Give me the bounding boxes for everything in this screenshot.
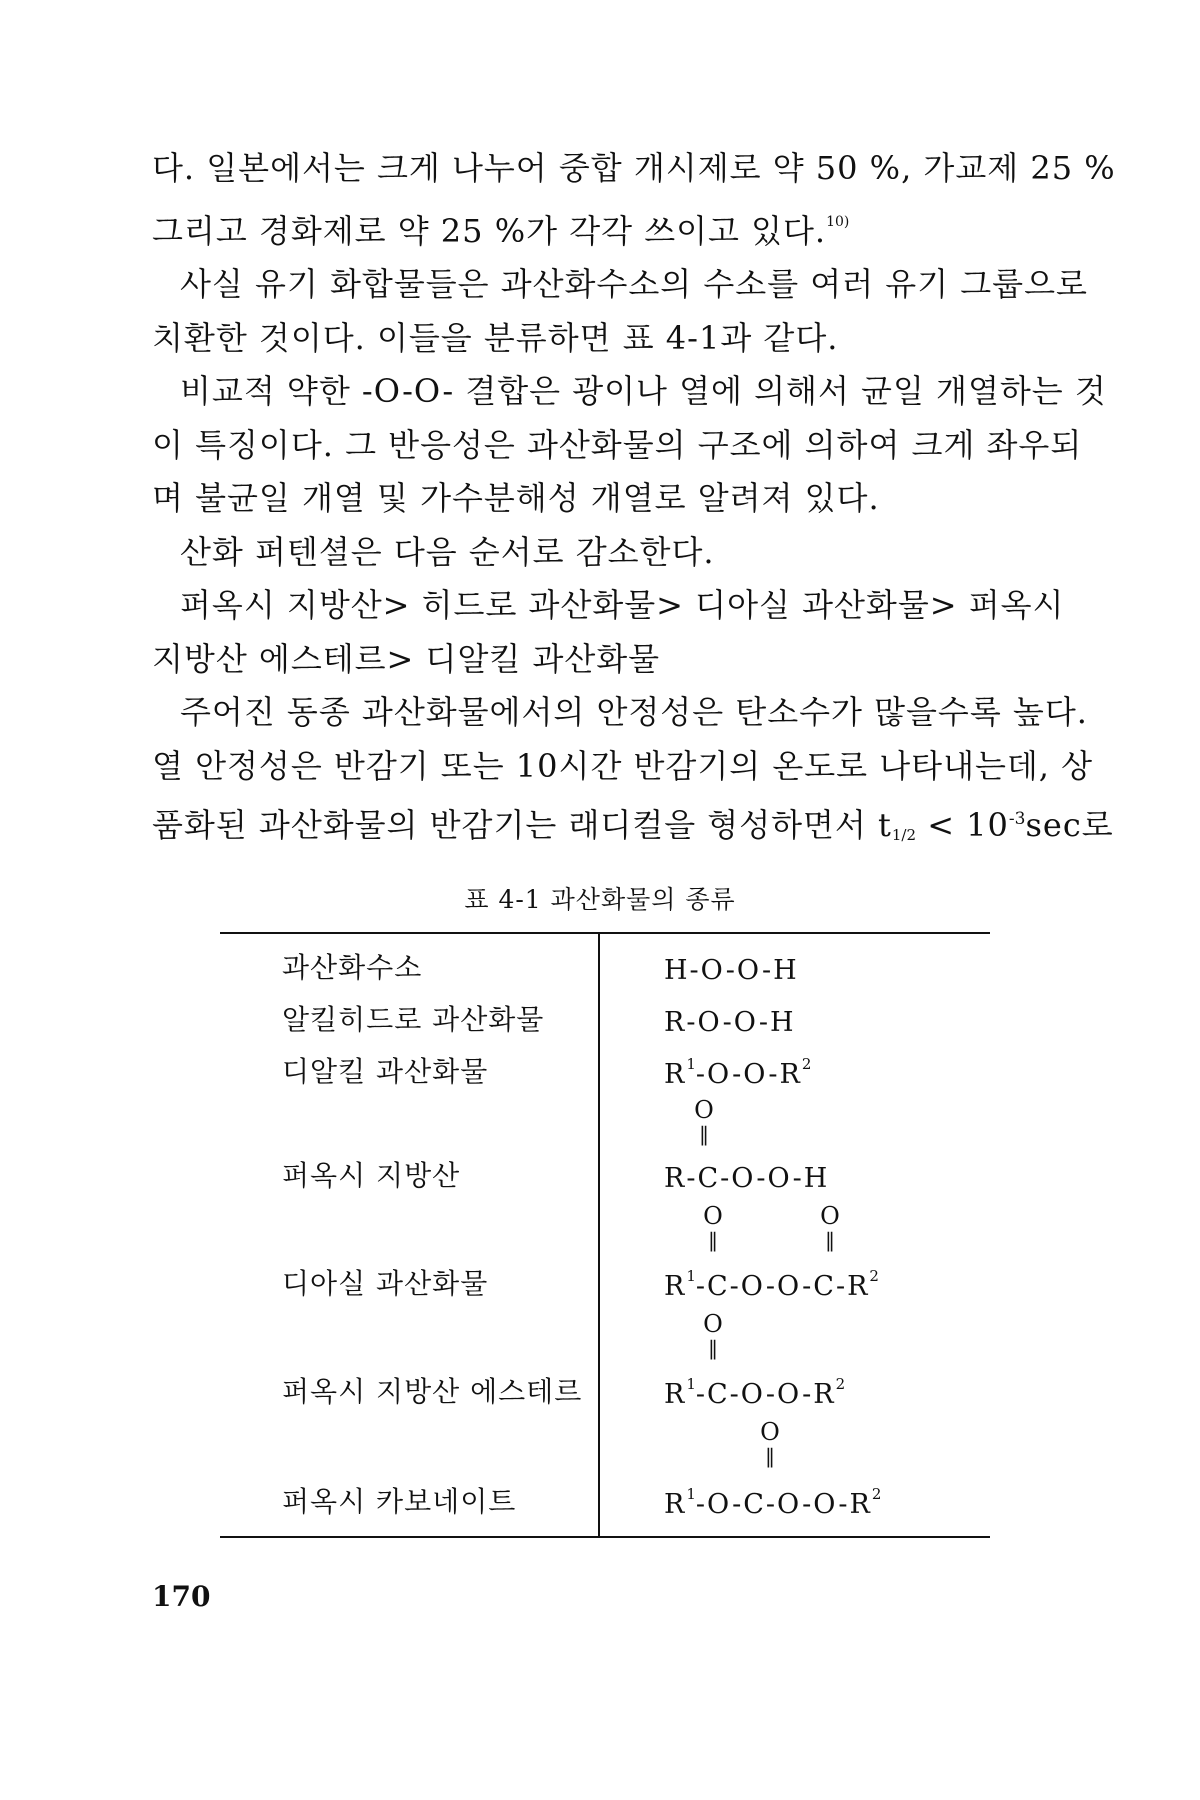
text-line: 주어진 동종 과산화물에서의 안정성은 탄소수가 많을수록 높다.	[180, 693, 1088, 731]
formula-part: R	[664, 1059, 687, 1090]
formula-superscript: 2	[869, 1267, 879, 1285]
table-cell-formula	[664, 1485, 881, 1520]
carbonyl-oxygen: O	[703, 1202, 723, 1230]
body-text	[152, 142, 1116, 863]
double-bond: ‖	[708, 1336, 718, 1360]
carbonyl-oxygen: O	[820, 1202, 840, 1230]
text-line: 비교적 약한 -O-O- 결합은 광이나 열에 의해서 균일 개열하는 것	[180, 372, 1107, 410]
formula-superscript: 1	[686, 1375, 696, 1393]
carbonyl-oxygen: O	[703, 1310, 723, 1338]
formula-superscript: 2	[801, 1055, 812, 1073]
text-line: 퍼옥시 지방산> 히드로 과산화물> 디아실 과산화물> 퍼옥시	[180, 586, 1065, 624]
table-caption: 표 4-1 과산화물의 종류	[464, 885, 736, 914]
carbonyl-group	[701, 1312, 725, 1358]
text-line	[152, 196, 1052, 259]
footnote-marker: 10)	[826, 213, 850, 230]
table-row	[220, 1410, 990, 1520]
double-bond: ‖	[765, 1444, 775, 1468]
formula-superscript: 2	[871, 1485, 882, 1503]
table-cell-formula: H-O-O-H	[664, 955, 799, 986]
table-row	[220, 986, 990, 1038]
carbonyl-group	[758, 1420, 782, 1466]
carbonyl-oxygen: O	[694, 1096, 714, 1124]
formula-part: -C-O-O-C-R	[695, 1271, 870, 1302]
double-bond: ‖	[708, 1228, 718, 1252]
table-cell-formula	[664, 1375, 845, 1410]
formula-superscript: 1	[686, 1485, 696, 1503]
carbonyl-group	[818, 1204, 842, 1250]
table-row	[220, 934, 990, 986]
text-line: 사실 유기 화합물들은 과산화수소의 수소를 여러 유기 그룹으로	[180, 265, 1088, 303]
table-cell-name: 디알킬 과산화물	[282, 1055, 489, 1088]
text-line: 이 특징이다. 그 반응성은 과산화물의 구조에 의하여 크게 좌우되	[152, 425, 1083, 464]
formula-superscript: 1	[686, 1267, 696, 1285]
formula-superscript: 2	[835, 1375, 846, 1393]
table-cell-formula	[664, 1267, 879, 1302]
formula-superscript: 1	[686, 1055, 696, 1073]
table-row	[220, 1038, 990, 1090]
peroxide-table	[220, 932, 990, 1538]
text-line: 며 불균일 개열 및 가수분해성 개열로 알려져 있다.	[152, 479, 880, 517]
text-line	[152, 793, 1114, 863]
table-cell-name: 알킬히드로 과산화물	[282, 1003, 545, 1036]
text-span: < 10	[916, 806, 1009, 844]
text-span: sec로	[1025, 806, 1114, 844]
double-bond: ‖	[699, 1122, 709, 1146]
table-row	[220, 1090, 990, 1194]
table-cell-formula	[664, 1055, 811, 1090]
text-span: 그리고 경화제로 약 25 %가 각각 쓰이고 있다.	[152, 211, 827, 250]
table-cell-formula: R-C-O-O-H	[664, 1163, 830, 1194]
table-cell-formula: R-O-O-H	[664, 1007, 796, 1038]
text-line: 산화 퍼텐셜은 다음 순서로 감소한다.	[180, 532, 715, 571]
text-line: 지방산 에스테르> 디알킬 과산화물	[152, 639, 661, 678]
formula-part: R	[664, 1489, 687, 1520]
table-row	[220, 1194, 990, 1302]
double-bond: ‖	[825, 1228, 835, 1252]
text-line: 다. 일본에서는 크게 나누어 중합 개시제로 약 50 %, 가교제 25 %	[152, 149, 1116, 187]
carbonyl-group	[692, 1098, 716, 1144]
formula-part: R	[664, 1271, 687, 1302]
page-number: 170	[152, 1580, 211, 1613]
text-span: 품화된 과산화물의 반감기는 래디컬을 형성하면서 t	[152, 806, 892, 844]
formula-part: R	[664, 1379, 687, 1410]
table-row	[220, 1302, 990, 1410]
text-line: 치환한 것이다. 이들을 분류하면 표 4-1과 같다.	[152, 318, 839, 357]
formula-part: -O-O-R	[695, 1059, 802, 1090]
carbonyl-group	[701, 1204, 725, 1250]
superscript: -3	[1008, 809, 1026, 829]
table-cell-name: 퍼옥시 지방산	[282, 1159, 461, 1192]
formula-part: -O-C-O-O-R	[695, 1489, 872, 1520]
text-line: 열 안정성은 반감기 또는 10시간 반감기의 온도로 나타내는데, 상	[152, 746, 1094, 785]
carbonyl-oxygen: O	[760, 1418, 780, 1446]
table-cell-name: 퍼옥시 지방산 에스테르	[282, 1375, 583, 1408]
table-cell-name: 디아실 과산화물	[282, 1267, 489, 1300]
table-cell-name: 퍼옥시 카보네이트	[282, 1485, 517, 1518]
table-cell-name: 과산화수소	[282, 951, 423, 984]
subscript: 1/2	[891, 826, 917, 844]
formula-part: -C-O-O-R	[695, 1379, 836, 1410]
